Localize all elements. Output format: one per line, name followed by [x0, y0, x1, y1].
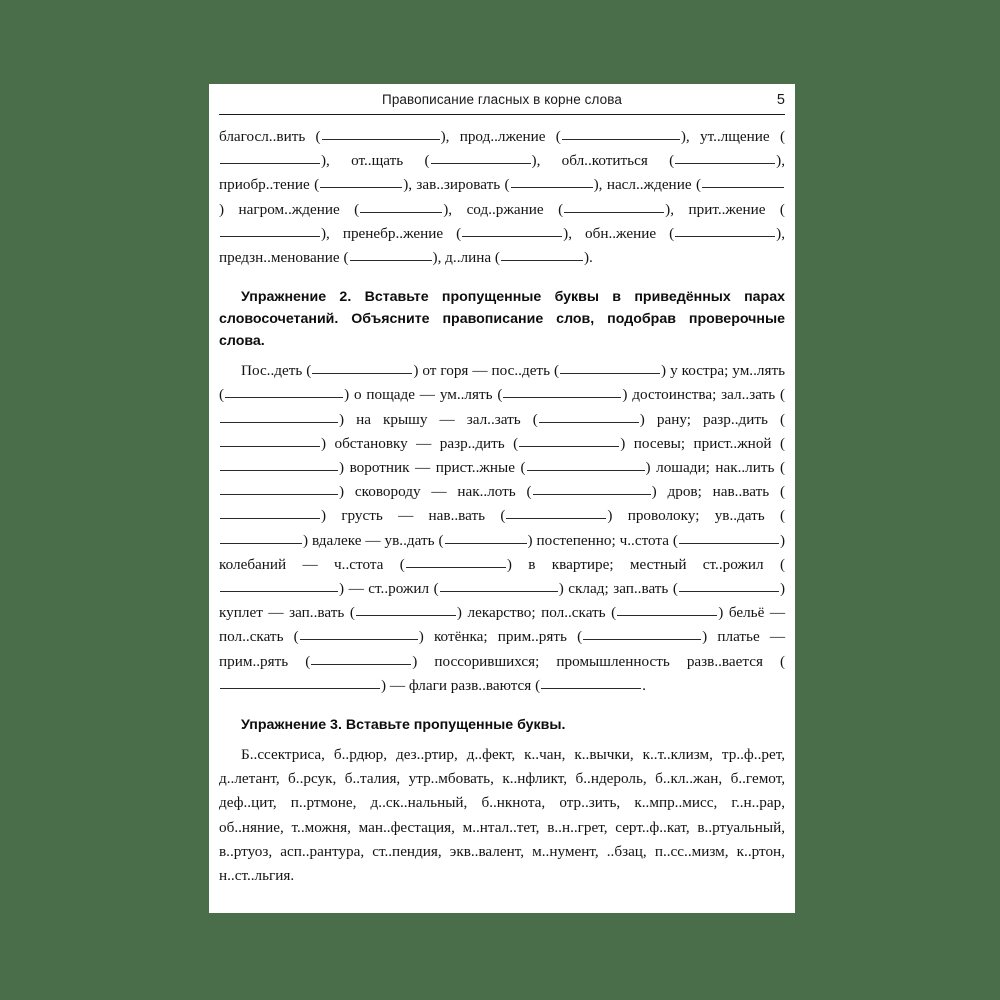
pair-right-tail: лекарство;	[467, 604, 536, 622]
continued-segment: ) нагром..ждение (	[219, 200, 360, 218]
pair-left-tail: на крышу —	[356, 410, 455, 428]
pair-left-tail: о пощаде —	[353, 386, 435, 404]
answer-blank[interactable]	[220, 433, 320, 447]
pair-right-tail: дров;	[667, 483, 702, 501]
continued-segment: ), обн..жение (	[563, 224, 675, 242]
answer-blank[interactable]	[360, 199, 442, 213]
answer-blank[interactable]	[431, 150, 531, 164]
answer-blank[interactable]	[322, 126, 440, 140]
pair-right-tail: проволоку;	[627, 507, 700, 525]
continued-segment: ), обл..котиться (	[531, 152, 675, 170]
continued-word-list-paragraph	[219, 125, 785, 270]
continued-segment: ), от..щать (	[321, 152, 430, 170]
pair-left-word: ум..лять	[732, 362, 786, 380]
answer-blank[interactable]	[220, 223, 320, 237]
pair-left-word: промышленность разв..вается	[556, 652, 763, 670]
page-header	[219, 90, 785, 115]
pair-left-tail: сковороду —	[354, 483, 447, 501]
pair-left-word: зал..зать	[721, 386, 776, 404]
pair-left-tail: —	[348, 580, 364, 598]
spacer	[219, 736, 785, 743]
pair-right-tail: поссорившихся;	[434, 652, 540, 670]
pair-left-word: нав..вать	[712, 483, 770, 501]
document-page	[209, 84, 795, 913]
page-number: 5	[776, 92, 785, 108]
pair-left-tail: —	[389, 676, 406, 694]
pair-left-word: разр..дить	[702, 410, 768, 428]
answer-blank[interactable]	[220, 409, 338, 423]
pair-right-word: ум..лять	[439, 386, 493, 404]
pair-left-word: нак..лить	[715, 459, 775, 477]
pair-right-word: ув..дать	[384, 531, 435, 549]
continued-segment: ), д..лина (	[432, 249, 500, 267]
answer-blank[interactable]	[675, 150, 775, 164]
pair-right-tail: лошади;	[656, 459, 710, 477]
answer-blank[interactable]	[320, 174, 402, 188]
answer-blank[interactable]	[506, 505, 606, 519]
answer-blank[interactable]	[220, 505, 320, 519]
answer-blank[interactable]	[533, 481, 651, 495]
continued-segment: ), предзн..менование (	[219, 224, 785, 267]
pair-left-tail: куплет —	[219, 604, 284, 622]
continued-segment: ), прит..жение (	[665, 200, 785, 218]
pair-right-tail: посевы;	[633, 434, 686, 452]
answer-blank[interactable]	[220, 457, 338, 471]
answer-blank[interactable]	[440, 578, 558, 592]
answer-blank[interactable]	[675, 223, 775, 237]
pair-left-word: прист..жной	[693, 434, 772, 452]
pair-right-word: пос..деть	[491, 362, 550, 380]
pair-left-tail: от горя —	[422, 362, 488, 380]
answer-blank[interactable]	[225, 384, 343, 398]
pair-left-word: ч..стота	[619, 531, 669, 549]
answer-blank[interactable]	[501, 247, 583, 261]
answer-blank[interactable]	[503, 384, 621, 398]
answer-blank[interactable]	[560, 360, 660, 374]
pair-right-tail: в квартире;	[528, 555, 614, 573]
answer-blank[interactable]	[702, 174, 784, 188]
answer-blank[interactable]	[583, 626, 701, 640]
exercise-2-heading: Упражнение 2. Вставьте пропущенные буквы в приведённых парах словосочетаний. Объясните правописание слов, подобрав проверочные слова.	[219, 289, 785, 350]
answer-blank[interactable]	[350, 247, 432, 261]
pair-right-word: флаги разв..ваются	[408, 676, 532, 694]
pair-right-tail: склад;	[568, 580, 609, 598]
continued-segment: ), приобр..тение (	[219, 152, 785, 194]
answer-blank[interactable]	[312, 360, 412, 374]
pair-right-tail: рану;	[656, 410, 691, 428]
continued-segment: ), прод..лжение (	[440, 128, 561, 145]
pair-right-tail: котёнка;	[433, 628, 488, 646]
answer-blank[interactable]	[220, 675, 380, 689]
continued-segment: ), пренебр..жение (	[321, 224, 462, 242]
answer-blank[interactable]	[356, 602, 456, 616]
answer-blank[interactable]	[519, 433, 619, 447]
answer-blank[interactable]	[617, 602, 717, 616]
spacer	[219, 698, 785, 714]
continued-segment: ), сод..ржание (	[443, 200, 564, 218]
pair-right-word: ст..рожил	[368, 580, 430, 598]
spacer	[219, 270, 785, 286]
pair-left-word: прим..рять	[497, 628, 567, 646]
pair-left-word: Пос..деть	[241, 362, 303, 380]
page-header-title: Правописание гласных в корне слова	[382, 92, 622, 107]
answer-blank[interactable]	[539, 409, 639, 423]
continued-suffix: ).	[583, 249, 593, 267]
answer-blank[interactable]	[679, 578, 779, 592]
pair-right-word: зал..зать	[466, 410, 521, 428]
pair-left-tail: платье —	[717, 628, 786, 646]
answer-blank[interactable]	[564, 199, 664, 213]
pair-left-tail: колебаний —	[219, 555, 318, 573]
answer-blank[interactable]	[220, 150, 320, 164]
answer-blank[interactable]	[311, 651, 411, 665]
answer-blank[interactable]	[445, 530, 527, 544]
answer-blank[interactable]	[541, 675, 641, 689]
answer-blank[interactable]	[562, 126, 680, 140]
continued-segment: ), ут..лщение (	[680, 128, 785, 145]
pair-right-word: разр..дить	[439, 434, 505, 452]
pair-right-word: пол..скать	[219, 628, 284, 646]
pair-right-tail: достоинства;	[632, 386, 717, 404]
exercise-3-heading: Упражнение 3. Вставьте пропущенные буквы.	[241, 717, 566, 734]
pair-right-tail: .	[642, 676, 646, 694]
pair-left-tail: воротник —	[349, 459, 431, 477]
answer-blank[interactable]	[462, 223, 562, 237]
pair-left-word: зап..вать	[613, 580, 669, 598]
pair-right-word: зап..вать	[289, 604, 345, 622]
answer-blank[interactable]	[406, 554, 506, 568]
answer-blank[interactable]	[679, 530, 779, 544]
pair-right-word: нав..вать	[428, 507, 486, 525]
answer-blank[interactable]	[527, 457, 645, 471]
pair-right-tail: постепенно;	[536, 531, 616, 549]
exercise-3-body: Б..ссектриса, б..рдюр, дез..ртир, д..фект, к..чан, к..вычки, к..т..клизм, тр..ф..рет, д..летант, б..рсук, б..талия, утр..мбовать, к..нфликт, б..ндероль, б..кл..жан, б..гемот, деф..цит, п..ртмоне, д..ск..нальный, б..нкнота, отр..зить, к..мпр..мисс, г..н..рар, об..няние, т..можня, ман..фестация, м..нтал..тет, в..н..грет, серт..ф..кат, в..ртуальный, в..ртуоз, асп..рантура, ст..пендия, экв..валент, м..нумент, ..бзац, п..сс..мизм, к..ртон, н..ст..льгия.	[219, 746, 785, 885]
pair-right-word: прим..рять	[219, 652, 289, 670]
continued-prefix: благосл..вить (	[219, 128, 321, 145]
pair-left-word: ув..дать	[714, 507, 765, 525]
answer-blank[interactable]	[220, 481, 338, 495]
pair-left-tail: вдалеке —	[312, 531, 381, 549]
answer-blank[interactable]	[300, 626, 418, 640]
pair-right-word: нак..лоть	[457, 483, 516, 501]
pair-right-word: ч..стота	[334, 555, 384, 573]
continued-segment: ), насл..ждение (	[593, 176, 701, 194]
answer-blank[interactable]	[220, 578, 338, 592]
pair-left-tail: грусть —	[341, 507, 414, 525]
pair-right-tail: у костра;	[670, 362, 729, 380]
exercise-2-body: Пос..деть ( ) от горя — пос..деть ( ) у костра; ум..лять ( ) о пощаде — ум..лять ( ) достоинства; зал..зать () на крышу — зал..зать ( ) рану; разр..дить () обстановку — разр..дить ( ) посевы; прист..жной () воротник — прист..жные ( ) лошади; нак..лить () сковороду — нак..лоть ( ) дров; нав..вать () грусть — нав..вать ( ) проволоку; ув..дать () вдалеке — ув..дать ( ) постепенно; ч..стота ( ) колебаний — ч..стота ( ) в квартире; местный ст..рожил () — ст..рожил ( ) склад; зап..вать ( ) куплет — зап..вать ( ) лекарство; пол..скать ( ) бельё — пол..скать ( ) котёнка; прим..рять ( ) платье — прим..рять ( ) поссорившихся; промышленность разв..вается () — флаги разв..ваются ( .	[219, 362, 786, 694]
pair-left-tail: обстановку —	[334, 434, 432, 452]
spacer	[219, 352, 785, 359]
pair-right-word: прист..жные	[435, 459, 515, 477]
answer-blank[interactable]	[511, 174, 593, 188]
pair-left-word: пол..скать	[541, 604, 606, 622]
answer-blank[interactable]	[220, 530, 302, 544]
pair-left-tail: бельё —	[728, 604, 786, 622]
continued-segment: ), зав..зировать (	[403, 176, 510, 194]
pair-left-word: местный ст..рожил	[629, 555, 764, 573]
